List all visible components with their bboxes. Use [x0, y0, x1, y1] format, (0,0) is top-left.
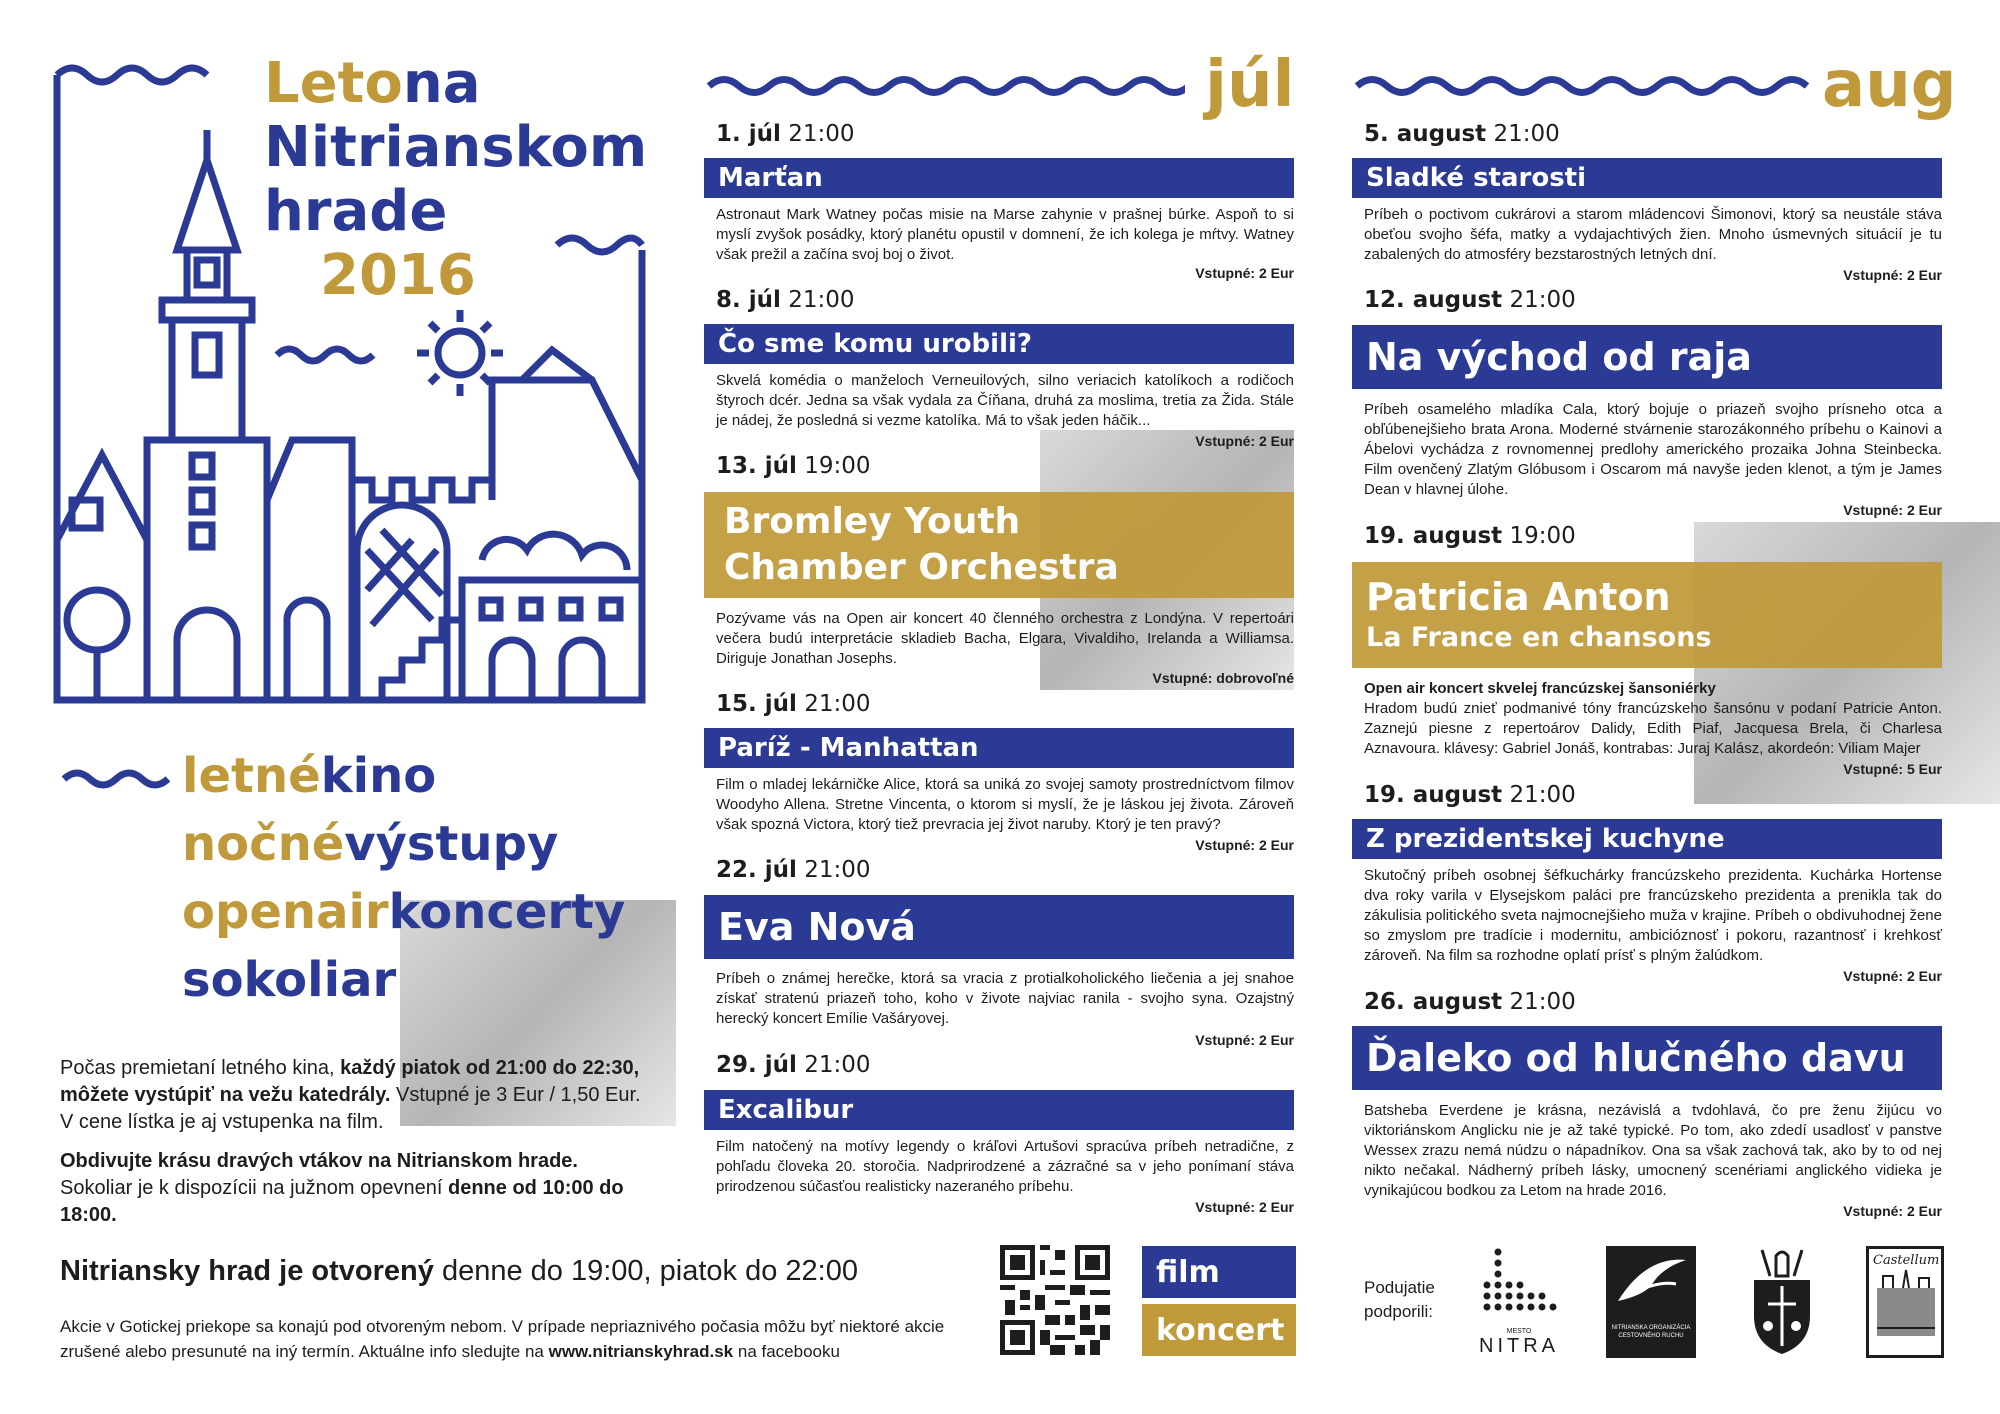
event-title: Čo sme komu urobili? [718, 329, 1032, 359]
event-day: 5. august [1364, 121, 1487, 147]
logo-nitra-text: NITRA [1479, 1335, 1559, 1357]
event-price: Vstupné: 2 Eur [1195, 265, 1294, 281]
side-letne: letné [182, 748, 321, 804]
event-lead: Open air koncert skvelej francúzskej šansoniérky [1364, 680, 1716, 697]
event-description: Batsheba Everdene je krásna, nezávislá a tvdohlavá, čo pre ženu žijúcu vo viktoriánskom Anglicku nie je až také typické. Po tom, ako zdedí usadlosť v panstve Wessex zrazu nemá núdzu o nápadníkov. Ona sa však zachová tak, ako by to od nej nikto nečakal. Nádherný príbeh lásky, umocnený scenériami anglického vidieka je vynikajúcou bodkou za Letom na hrade 2016. [1364, 1102, 1942, 1199]
legend-koncert: koncert [1142, 1304, 1296, 1356]
tower-text-c: Vstupné je 3 Eur / 1,50 Eur. V cene lístka je aj vstupenka na film. [60, 1084, 641, 1133]
event-time: 21:00 [788, 287, 855, 313]
event-price: Vstupné: 2 Eur [1843, 968, 1942, 984]
event-title: Patricia Anton [1366, 575, 1671, 619]
logo-mesto-nitra [1478, 1246, 1560, 1358]
legend-film: film [1142, 1246, 1296, 1298]
event-price: Vstupné: 2 Eur [1195, 1032, 1294, 1048]
event-price: Vstupné: 5 Eur [1843, 761, 1942, 777]
info-paragraph-tower [60, 1055, 650, 1136]
event-date [1364, 287, 1576, 313]
side-line-openair-koncerty [182, 884, 625, 940]
august-wave [1353, 72, 1813, 98]
qr-code[interactable] [1000, 1245, 1110, 1355]
month-label-aug: aug [1822, 48, 1957, 122]
side-vystupy: výstupy [344, 816, 559, 872]
event-title-bar [704, 895, 1294, 959]
title-line-1 [264, 52, 647, 116]
event-price: Vstupné: 2 Eur [1843, 267, 1942, 283]
event-time: 19:00 [1509, 523, 1576, 549]
event-time: 19:00 [804, 453, 871, 479]
logo-noc-text: NITRIANSKA ORGANIZÁCIA CESTOVNÉHO RUCHU [1611, 1325, 1691, 1339]
event-title-line2: La France en chansons [1366, 622, 1712, 653]
event-title-line2: Chamber Orchestra [724, 547, 1119, 588]
side-koncerty: koncerty [388, 884, 626, 940]
concert-title-block [1366, 574, 1712, 656]
weather-note-end: na facebooku [733, 1342, 840, 1361]
event-title-bar [704, 1090, 1294, 1130]
event-day: 1. júl [716, 121, 781, 147]
event-day: 19. august [1364, 523, 1503, 549]
concert-title-bar [1352, 562, 1942, 668]
event-date [1364, 782, 1576, 808]
event-title: Z prezidentskej kuchyne [1366, 824, 1725, 854]
event-price: Vstupné: 2 Eur [1843, 502, 1942, 518]
event-time: 21:00 [804, 691, 871, 717]
castle-engraving-icon [1873, 1268, 1939, 1344]
side-nocne: nočné [182, 816, 345, 872]
event-price: Vstupné: 2 Eur [1195, 1199, 1294, 1215]
event-date [716, 287, 855, 313]
event-time: 21:00 [788, 121, 855, 147]
event-description: Pozývame vás na Open air koncert 40 členného orchestra z Londýna. V repertoári večera budú interpretácie skladieb Bacha, Elgara, Vivaldiho, Irelanda a Williamsa. Diriguje Jonathan Josephs. [716, 610, 1294, 667]
event-time: 21:00 [1509, 989, 1576, 1015]
weather-note [60, 1314, 980, 1364]
event-title-bar [704, 728, 1294, 768]
event-title: Paríž - Manhattan [718, 733, 979, 763]
title-line-3: hrade [264, 179, 448, 244]
event-price: Vstupné: 2 Eur [1843, 1203, 1942, 1219]
side-kino: kino [320, 748, 437, 804]
event-title: Bromley Youth [724, 501, 1021, 542]
event-title-bar [1352, 325, 1942, 389]
event-date [1364, 523, 1576, 549]
event-day: 22. júl [716, 857, 797, 883]
july-wave [705, 72, 1185, 98]
event-date [716, 691, 871, 717]
event-description: Skvelá komédia o manželoch Verneuilových, silno veriacich katolíkoch a rodičoch štyroch dcér. Jedna sa však vydala za Číňana, druhá za moslima, tretia za Žida. Stále je nádej, že posledná si vezme katolíka. Má to však jeden háčik... [716, 372, 1294, 429]
event-price: Vstupné: dobrovoľné [1152, 670, 1294, 686]
event-day: 13. júl [716, 453, 797, 479]
side-line-sokoliar: sokoliar [182, 952, 397, 1008]
concert-title-block [724, 499, 1119, 591]
event-description: Hradom budú znieť podmanivé tóny francúzskeho šansónu v podaní Patricie Anton. Zaznejú piesne z repertoárov Dalidy, Edith Piaf, Jacquesa Brela, či Charlesa Aznavoura. klávesy: Gabriel Jonáš, kontrabas: Juraj Kalász, akordeón: Viliam Majer [1364, 700, 1942, 757]
event-date [716, 453, 871, 479]
event-title: Eva Nová [718, 905, 916, 949]
event-date [716, 1052, 871, 1078]
event-date [1364, 989, 1576, 1015]
event-description: Film natočený na motívy legendy o kráľovi Artušovi spracúva príbeh netradične, z pohľadu človeka 20. storočia. Nadprirodzené a zázračné sa v jeho ponímaní stáva prirodzenou súčasťou realisticky nazeraného príbehu. [716, 1138, 1294, 1195]
event-day: 29. júl [716, 1052, 797, 1078]
concert-title-bar [704, 492, 1294, 598]
title-na: na [402, 51, 481, 116]
supporters-label: Podujatie podporili: [1364, 1278, 1435, 1321]
event-description: Astronaut Mark Watney počas misie na Marse zahynie v prašnej búrke. Aspoň to si myslí zvyšok posádky, ktorý planétu opustil v domnení, že ich kolega je mŕtvy. Watney však prežil a začína svoj boj o život. [716, 206, 1294, 263]
nitra-dots-icon [1478, 1246, 1560, 1324]
coat-of-arms-icon [1740, 1246, 1824, 1358]
side-line-nocne-vystupy [182, 816, 558, 872]
event-time: 21:00 [804, 1052, 871, 1078]
logo-nitra-small: MESTO [1506, 1328, 1532, 1335]
event-description: Skutočný príbeh osobnej šéfkuchárky francúzskeho prezidenta. Kuchárka Hortense dva roky varila v Elysejskom paláci pre francúzskeho prezidenta a prenikla tak do zákulisia politického sveta najmocnejšieho muža v krajine. Príbeh o obdivuhodnej žene so zmyslom pre tradície i modernitu, ambicióznosť i pokoru, razantnosť i krehkosť zároveň. Na film sa rozhodne oplatí prísť s plným žalúdkom. [1364, 867, 1942, 964]
event-day: 12. august [1364, 287, 1503, 313]
tower-text-b: každý piatok od 21:00 do 22:30, môžete vystúpiť na vežu katedrály. [60, 1057, 640, 1106]
event-title-bar [1352, 1026, 1942, 1090]
falconer-text-a: Obdivujte krásu dravých vtákov na Nitrianskom hrade. [60, 1150, 578, 1172]
event-title-bar [1352, 158, 1942, 198]
event-day: 8. júl [716, 287, 781, 313]
title-year: 2016 [320, 243, 476, 308]
event-day: 15. júl [716, 691, 797, 717]
event-description: Film o mladej lekárničke Alice, ktorá sa uniká zo svojej samoty prostredníctvom filmov Woodyho Allena. Stretne Vincenta, o ktorom si myslí, že je láskou jej života. Zároveň však spozná Victora, ktorý tiež prevracia jej život naruby. Ktorý je ten pravý? [716, 776, 1294, 833]
event-title: Excalibur [718, 1095, 854, 1125]
tower-text-a: Počas premietaní letného kina, [60, 1057, 341, 1079]
event-time: 21:00 [1493, 121, 1560, 147]
event-price: Vstupné: 2 Eur [1195, 837, 1294, 853]
event-price: Vstupné: 2 Eur [1195, 433, 1294, 449]
event-title: Na východ od raja [1366, 335, 1752, 379]
festival-title [264, 52, 647, 308]
falconer-text-c: denne od 10:00 do 18:00. [60, 1177, 624, 1226]
info-paragraph-falconer [60, 1148, 650, 1229]
weather-note-text: Akcie v Gotickej priekope sa konajú pod otvoreným nebom. V prípade nepriaznivého počasia môžu byť niektoré akcie zrušené alebo presunuté na iný termín. Aktuálne info sledujte na [60, 1317, 945, 1361]
side-openair: openair [182, 884, 389, 940]
month-label-jul: júl [1205, 48, 1295, 122]
event-time: 21:00 [1509, 782, 1576, 808]
opening-hours-text: denne do 19:00, piatok do 22:00 [433, 1255, 858, 1287]
website-link[interactable]: www.nitrianskyhrad.sk [548, 1342, 734, 1361]
falconer-text-b: Sokoliar je k dispozícii na južnom opevnení [60, 1177, 448, 1199]
event-title-bar [704, 324, 1294, 364]
logo-castellum-text: Castellum [1873, 1253, 1940, 1268]
event-description: Príbeh o známej herečke, ktorá sa vracia z protialkoholického liečenia a jej snahoe získať stratenú priazeň toho, koho v živote najviac ranila - svojho syna. Ozajstný herecký koncert Emílie Vašáryovej. [716, 970, 1294, 1027]
event-day: 26. august [1364, 989, 1503, 1015]
event-date [1364, 121, 1560, 147]
event-title: Sladké starosti [1366, 163, 1587, 193]
event-title-bar [704, 158, 1294, 198]
event-date [716, 857, 871, 883]
logo-diocese [1740, 1246, 1824, 1358]
opening-hours [60, 1255, 858, 1288]
title-leto: Leto [264, 51, 403, 116]
side-line-letne-kino [182, 748, 436, 804]
event-description: Príbeh o poctivom cukrárovi a starom mládencovi Šimonovi, ktorý sa neustále stáva obeťou svojho šéfa, matky a vydajachtivých žien. Mnoho úsmevných situácií je tu zabalených do atmosféry bezstarostných letných dní. [1364, 206, 1942, 263]
event-time: 21:00 [804, 857, 871, 883]
swallow-icon [1606, 1246, 1696, 1316]
title-line-2: Nitrianskom [264, 115, 648, 180]
event-date [716, 121, 855, 147]
event-day: 19. august [1364, 782, 1503, 808]
logo-castellum [1866, 1246, 1944, 1358]
event-title-bar [1352, 819, 1942, 859]
event-description: Príbeh osamelého mladíka Cala, ktorý bojuje o priazeň svojho prísneho otca a obľúbenejšieho brata Arona. Moderné stvárnenie starozákonného príbehu o Kainovi a Ábelovi vychádza z rovnomennej predlohy amerického prozaika Johna Steinbecka. Film ovenčený Zlatým Glóbusom i Oscarom má navyše jeden klenot, a tým je James Dean v hlavnej úlohe. [1364, 401, 1942, 498]
event-title: Marťan [718, 163, 823, 193]
event-title: Ďaleko od hlučného davu [1366, 1036, 1906, 1080]
logo-noc-nitra [1606, 1246, 1696, 1358]
wave-decoration [60, 765, 170, 789]
event-time: 21:00 [1509, 287, 1576, 313]
opening-hours-title: Nitriansky hrad je otvorený [60, 1255, 434, 1287]
